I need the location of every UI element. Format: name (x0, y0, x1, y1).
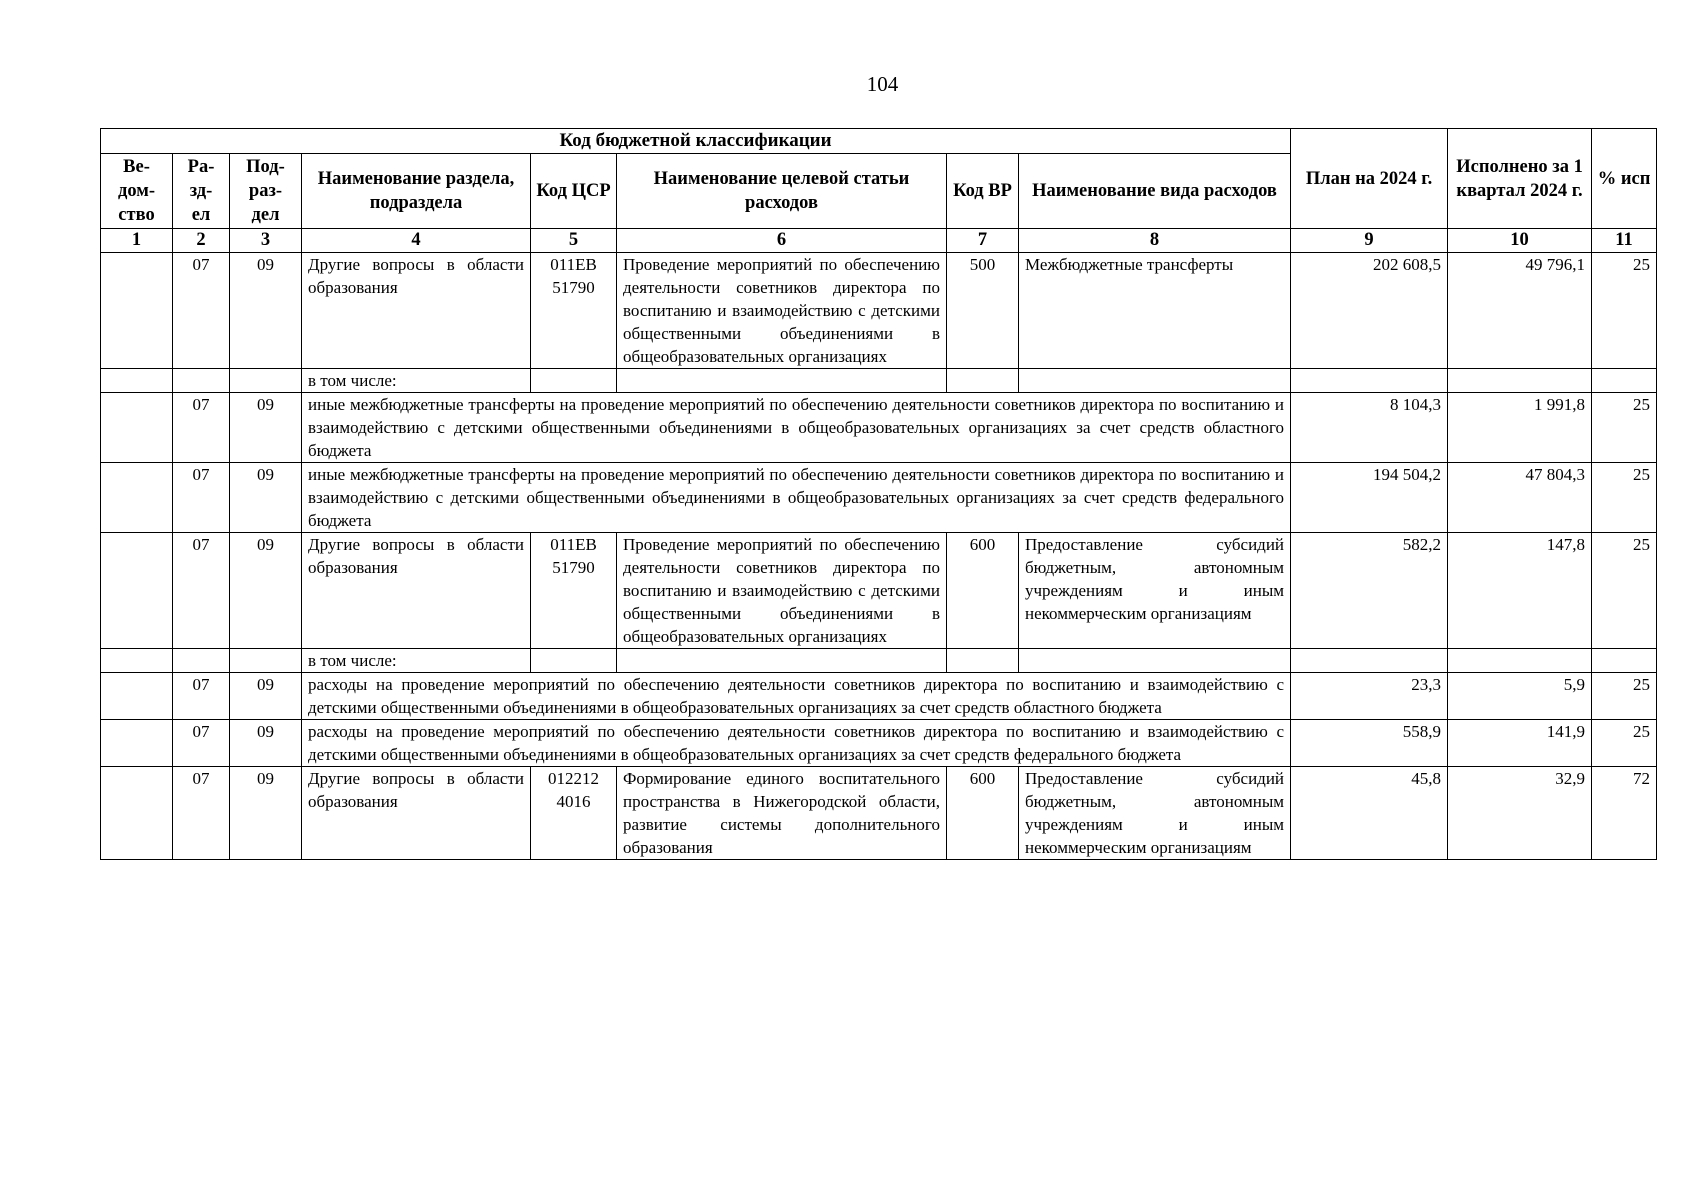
empty-cell (230, 649, 302, 673)
cell-subitem-description: иные межбюджетные трансферты на проведение мероприятий по обеспечению деятельности советников директора по воспитанию и взаимодействию с детскими общественными объединениями в общеобразовательных организациях за счет средств областного бюджета (302, 393, 1291, 463)
cell-percent: 25 (1592, 253, 1657, 369)
cell-plan: 23,3 (1291, 673, 1448, 720)
col-header-section: Ра- зд- ел (173, 154, 230, 229)
cell-subsection: 09 (230, 253, 302, 369)
cell-department (101, 253, 173, 369)
empty-cell (1592, 649, 1657, 673)
cell-subsection: 09 (230, 767, 302, 860)
cell-csr-code: 011EB 51790 (531, 533, 617, 649)
cell-subitem-description: иные межбюджетные трансферты на проведение мероприятий по обеспечению деятельности советников директора по воспитанию и взаимодействию с детскими общественными объединениями в общеобразовательных организациях за счет средств федерального бюджета (302, 463, 1291, 533)
column-number: 4 (302, 229, 531, 253)
cell-department (101, 533, 173, 649)
empty-cell (617, 649, 947, 673)
cell-percent: 25 (1592, 673, 1657, 720)
cell-target-item-name: Проведение мероприятий по обеспечению деятельности советников директора по воспитанию и взаимодействию с детскими общественными объединениями в общеобразовательных организациях (617, 533, 947, 649)
cell-vr-code: 600 (947, 767, 1019, 860)
col-header-executed: Исполнено за 1 квартал 2024 г. (1448, 129, 1592, 229)
empty-cell (101, 720, 173, 767)
column-number: 1 (101, 229, 173, 253)
cell-subsection: 09 (230, 393, 302, 463)
col-header-target-item-name: Наименование целевой статьи расходов (617, 154, 947, 229)
empty-cell (1291, 649, 1448, 673)
cell-target-item-name: Формирование единого воспитательного пространства в Нижегородской области, развитие системы дополнительного образования (617, 767, 947, 860)
subitem-row (101, 463, 1657, 533)
budget-classification-header: Код бюджетной классификации (101, 129, 1291, 154)
empty-cell (1019, 649, 1291, 673)
cell-vr-code: 600 (947, 533, 1019, 649)
subitem-row (101, 673, 1657, 720)
cell-percent: 25 (1592, 533, 1657, 649)
cell-executed: 5,9 (1448, 673, 1592, 720)
empty-cell (101, 463, 173, 533)
empty-cell (531, 649, 617, 673)
col-header-csr-code: Код ЦСР (531, 154, 617, 229)
cell-subsection: 09 (230, 673, 302, 720)
cell-section-name: Другие вопросы в области образования (302, 253, 531, 369)
cell-subsection: 09 (230, 463, 302, 533)
budget-table (100, 128, 1657, 860)
including-label: в том числе: (302, 369, 531, 393)
empty-cell (1448, 369, 1592, 393)
cell-plan: 45,8 (1291, 767, 1448, 860)
empty-cell (173, 369, 230, 393)
cell-section: 07 (173, 767, 230, 860)
subitem-row (101, 720, 1657, 767)
cell-target-item-name: Проведение мероприятий по обеспечению деятельности советников директора по воспитанию и взаимодействию с детскими общественными объединениями в общеобразовательных организациях (617, 253, 947, 369)
cell-executed: 47 804,3 (1448, 463, 1592, 533)
cell-executed: 141,9 (1448, 720, 1592, 767)
cell-percent: 25 (1592, 393, 1657, 463)
cell-expense-type-name: Межбюджетные трансферты (1019, 253, 1291, 369)
including-row (101, 649, 1657, 673)
column-number: 3 (230, 229, 302, 253)
cell-section: 07 (173, 393, 230, 463)
cell-executed: 49 796,1 (1448, 253, 1592, 369)
cell-expense-type-name: Предоставление субсидий бюджетным, автономным учреждениям и иным некоммерческим организациям (1019, 533, 1291, 649)
including-label: в том числе: (302, 649, 531, 673)
column-number: 5 (531, 229, 617, 253)
cell-section-name: Другие вопросы в области образования (302, 767, 531, 860)
column-number: 7 (947, 229, 1019, 253)
cell-section: 07 (173, 673, 230, 720)
cell-vr-code: 500 (947, 253, 1019, 369)
cell-plan: 202 608,5 (1291, 253, 1448, 369)
table-row (101, 533, 1657, 649)
cell-expense-type-name: Предоставление субсидий бюджетным, автономным учреждениям и иным некоммерческим организациям (1019, 767, 1291, 860)
empty-cell (531, 369, 617, 393)
column-number: 10 (1448, 229, 1592, 253)
empty-cell (230, 369, 302, 393)
col-header-vr-code: Код ВР (947, 154, 1019, 229)
col-header-plan: План на 2024 г. (1291, 129, 1448, 229)
empty-cell (947, 649, 1019, 673)
including-row (101, 369, 1657, 393)
empty-cell (1448, 649, 1592, 673)
cell-section-name: Другие вопросы в области образования (302, 533, 531, 649)
cell-plan: 194 504,2 (1291, 463, 1448, 533)
column-number: 9 (1291, 229, 1448, 253)
cell-percent: 25 (1592, 463, 1657, 533)
cell-department (101, 767, 173, 860)
cell-plan: 558,9 (1291, 720, 1448, 767)
col-header-section-name: Наименование раздела, подраздела (302, 154, 531, 229)
empty-cell (1291, 369, 1448, 393)
cell-section: 07 (173, 533, 230, 649)
column-number-row (101, 229, 1657, 253)
empty-cell (617, 369, 947, 393)
cell-percent: 72 (1592, 767, 1657, 860)
page-number: 104 (866, 72, 899, 96)
cell-csr-code: 011EB 51790 (531, 253, 617, 369)
cell-subitem-description: расходы на проведение мероприятий по обеспечению деятельности советников директора по воспитанию и взаимодействию с детскими общественными объединениями в общеобразовательных организациях за счет средств областного бюджета (302, 673, 1291, 720)
column-number: 6 (617, 229, 947, 253)
empty-cell (101, 649, 173, 673)
empty-cell (101, 393, 173, 463)
cell-plan: 8 104,3 (1291, 393, 1448, 463)
empty-cell (1019, 369, 1291, 393)
cell-subsection: 09 (230, 533, 302, 649)
col-header-percent: % исп (1592, 129, 1657, 229)
cell-section: 07 (173, 463, 230, 533)
cell-executed: 1 991,8 (1448, 393, 1592, 463)
column-number: 2 (173, 229, 230, 253)
cell-plan: 582,2 (1291, 533, 1448, 649)
cell-executed: 147,8 (1448, 533, 1592, 649)
empty-cell (1592, 369, 1657, 393)
cell-executed: 32,9 (1448, 767, 1592, 860)
cell-section: 07 (173, 253, 230, 369)
empty-cell (947, 369, 1019, 393)
cell-percent: 25 (1592, 720, 1657, 767)
col-header-subsection: Под- раз- дел (230, 154, 302, 229)
cell-section: 07 (173, 720, 230, 767)
cell-subitem-description: расходы на проведение мероприятий по обеспечению деятельности советников директора по воспитанию и взаимодействию с детскими общественными объединениями в общеобразовательных организациях за счет средств федерального бюджета (302, 720, 1291, 767)
subitem-row (101, 393, 1657, 463)
table-row (101, 253, 1657, 369)
empty-cell (101, 369, 173, 393)
cell-subsection: 09 (230, 720, 302, 767)
column-number: 11 (1592, 229, 1657, 253)
table-row (101, 767, 1657, 860)
cell-csr-code: 012212 4016 (531, 767, 617, 860)
empty-cell (173, 649, 230, 673)
col-header-expense-type-name: Наименование вида расходов (1019, 154, 1291, 229)
empty-cell (101, 673, 173, 720)
col-header-department: Ве- дом- ство (101, 154, 173, 229)
column-number: 8 (1019, 229, 1291, 253)
